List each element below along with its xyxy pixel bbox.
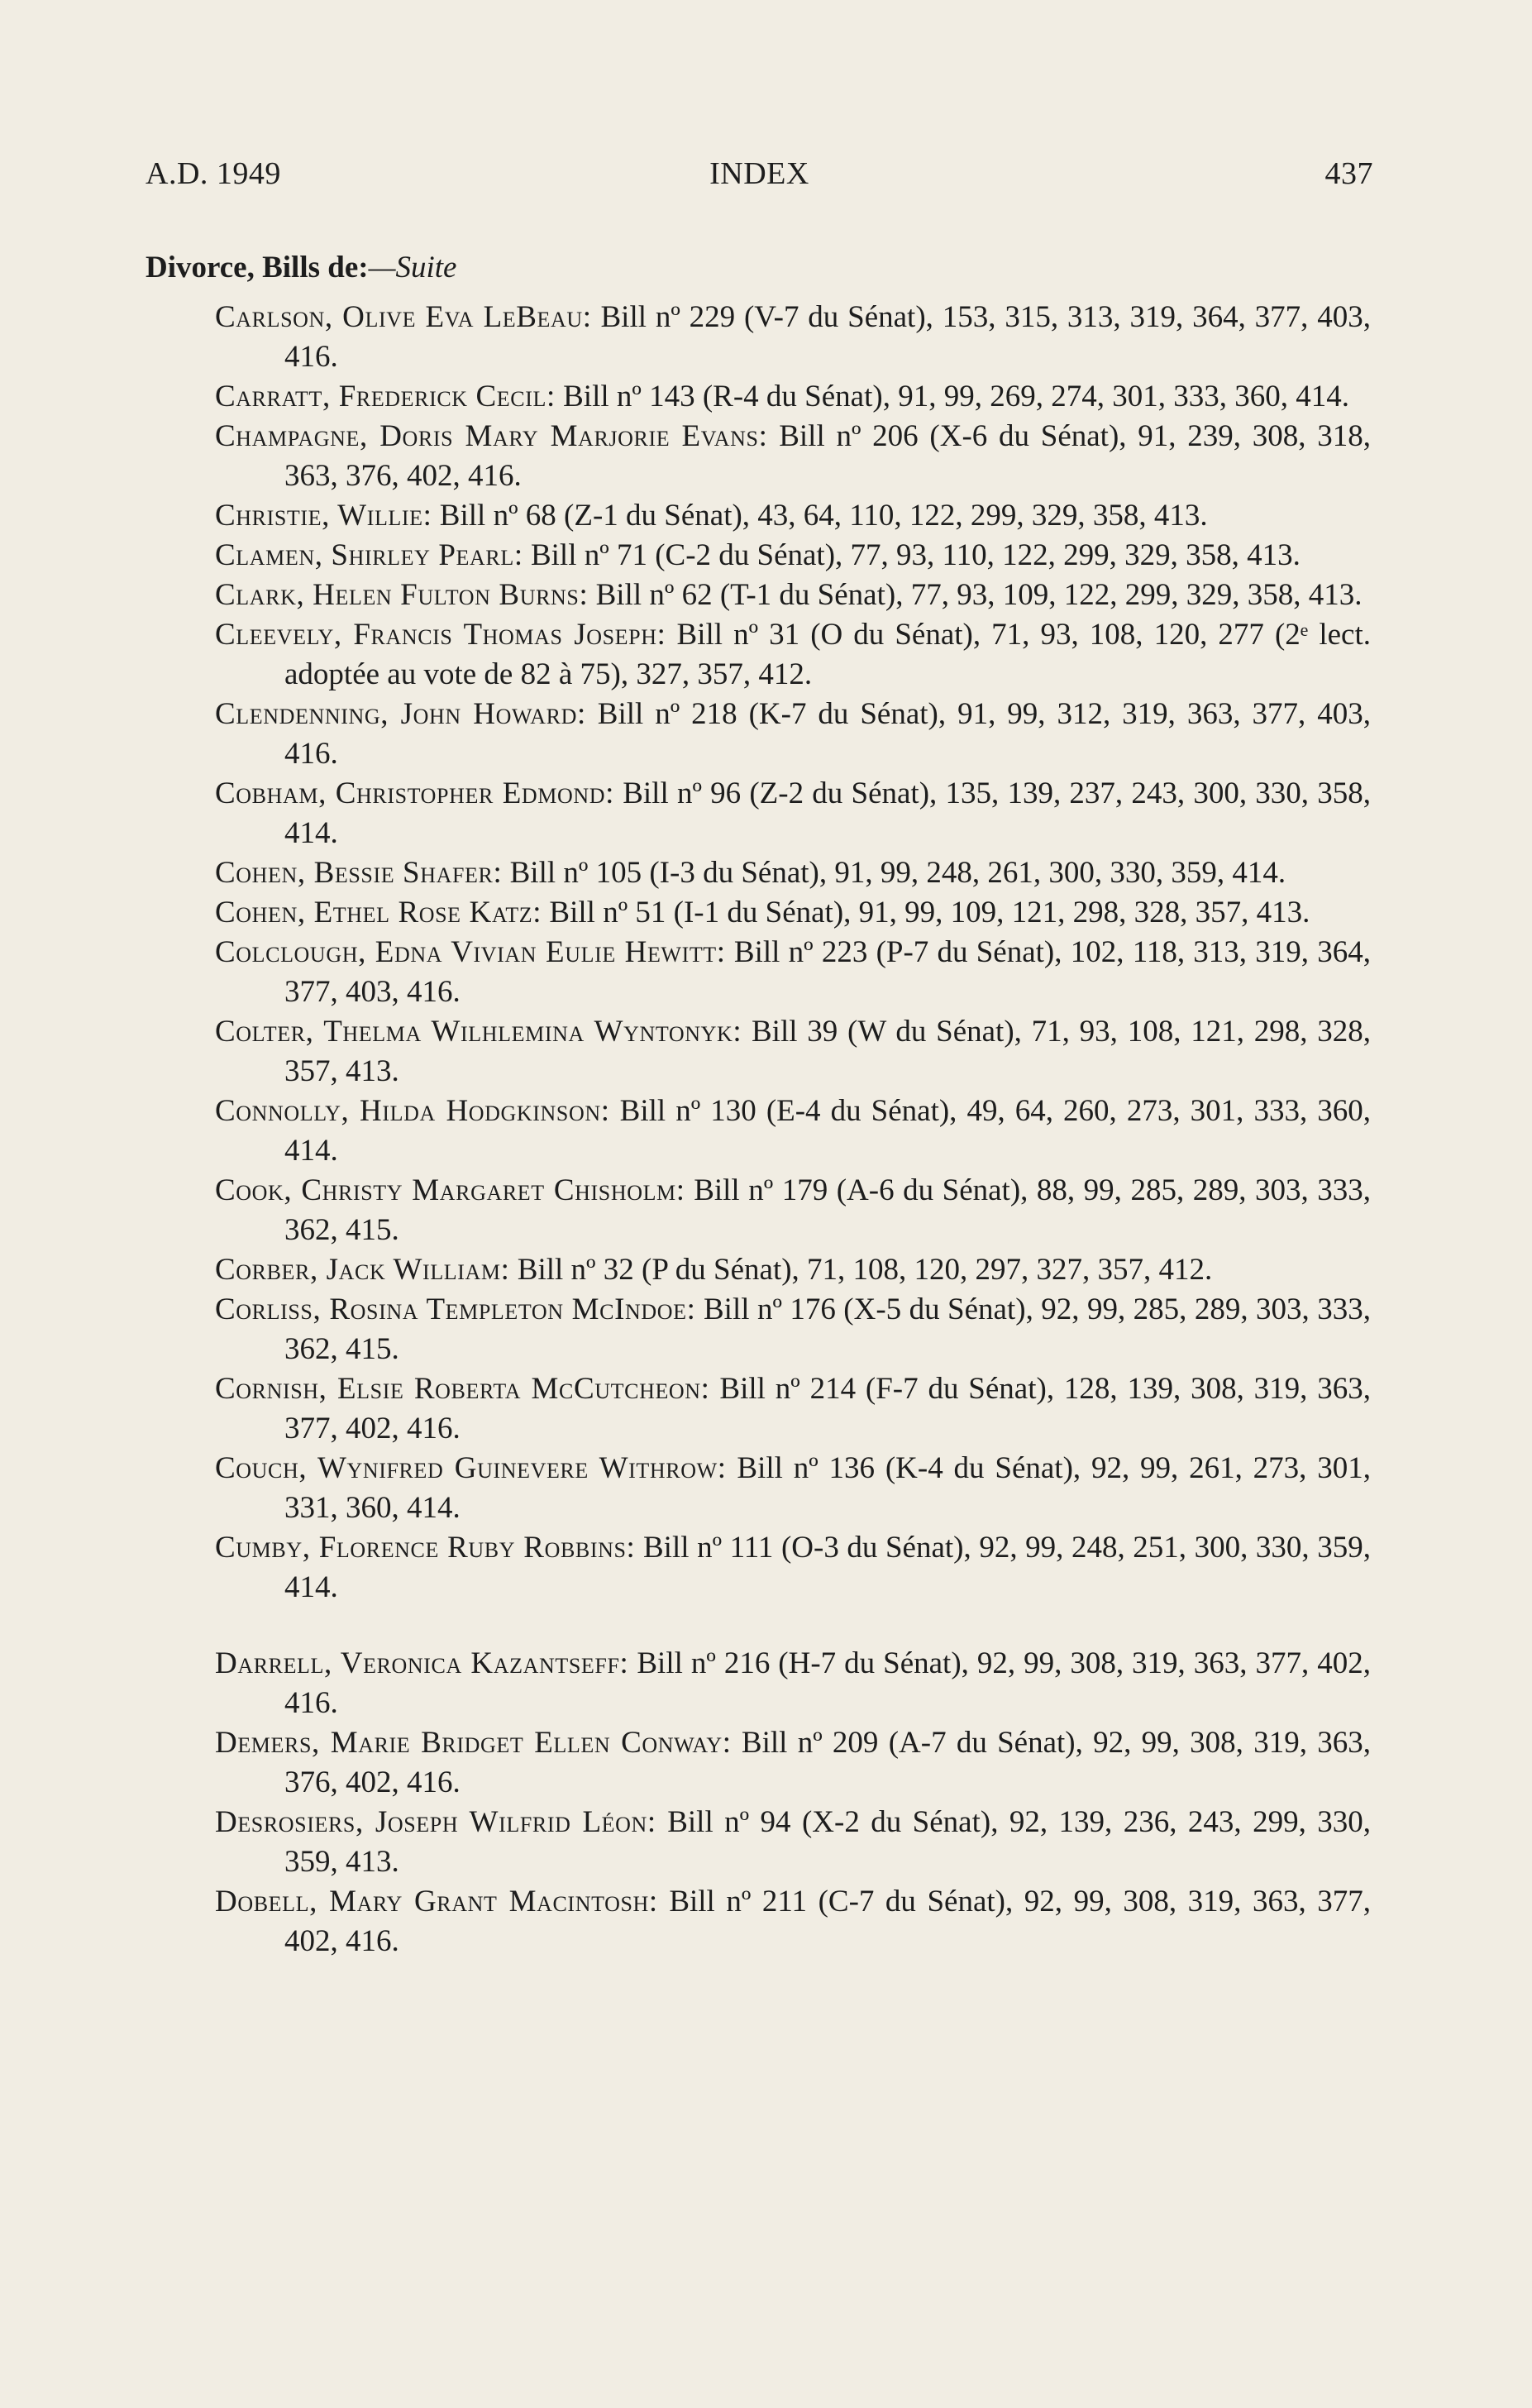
index-entry bbox=[215, 1012, 1371, 1092]
entry-text: Bill nº 179 (A-6 du Sénat), 88, 99, 285, 289, 303, 333, 362, 415. bbox=[284, 1173, 1371, 1247]
entry-text: Bill nº 209 (A-7 du Sénat), 92, 99, 308, 319, 363, 376, 402, 416. bbox=[284, 1726, 1371, 1799]
entry-name: Christie, Willie: bbox=[215, 499, 432, 533]
header-year: A.D. 1949 bbox=[146, 156, 281, 191]
entry-name: Corber, Jack William: bbox=[215, 1253, 510, 1287]
entry-text: Bill nº 229 (V-7 du Sénat), 153, 315, 313, 319, 364, 377, 403, 416. bbox=[284, 300, 1372, 374]
entry-name: Cook, Christy Margaret Chisholm: bbox=[215, 1173, 685, 1207]
index-entry bbox=[215, 1092, 1371, 1171]
index-entry bbox=[215, 377, 1371, 417]
index-entry bbox=[215, 1171, 1371, 1250]
entry-text: Bill nº 218 (K-7 du Sénat), 91, 99, 312, 319, 363, 377, 403, 416. bbox=[284, 697, 1371, 771]
entry-name: Carlson, Olive Eva LeBeau: bbox=[215, 300, 592, 334]
index-entry bbox=[215, 1723, 1371, 1803]
index-entry bbox=[215, 615, 1371, 695]
entry-text: Bill nº 111 (O-3 du Sénat), 92, 99, 248, 251, 300, 330, 359, 414. bbox=[284, 1531, 1372, 1604]
entry-text: Bill nº 211 (C-7 du Sénat), 92, 99, 308, 319, 363, 377, 402, 416. bbox=[284, 1885, 1371, 1958]
entry-name: Darrell, Veronica Kazantseff: bbox=[215, 1646, 629, 1680]
entry-name: Colclough, Edna Vivian Eulie Hewitt: bbox=[215, 935, 726, 969]
entry-name: Cleevely, Francis Thomas Joseph: bbox=[215, 618, 666, 652]
entry-name: Desrosiers, Joseph Wilfrid Léon: bbox=[215, 1805, 656, 1839]
entry-text: Bill nº 130 (E-4 du Sénat), 49, 64, 260, 273, 301, 333, 360, 414. bbox=[284, 1094, 1371, 1168]
entry-name: Cobham, Christopher Edmond: bbox=[215, 776, 615, 810]
entry-name: Demers, Marie Bridget Ellen Conway: bbox=[215, 1726, 732, 1760]
entry-name: Couch, Wynifred Guinevere Withrow: bbox=[215, 1451, 727, 1485]
entry-text: Bill nº 176 (X-5 du Sénat), 92, 99, 285, 289, 303, 333, 362, 415. bbox=[284, 1292, 1371, 1366]
entry-name: Corliss, Rosina Templeton McIndoe: bbox=[215, 1292, 696, 1326]
page-number: 437 bbox=[1324, 156, 1373, 191]
index-entry bbox=[215, 1290, 1371, 1369]
index-entry bbox=[215, 853, 1371, 893]
index-entry bbox=[215, 774, 1371, 853]
index-entry bbox=[215, 1369, 1371, 1449]
entry-name: Dobell, Mary Grant Macintosh: bbox=[215, 1885, 658, 1918]
running-header bbox=[146, 155, 1373, 197]
entry-name: Champagne, Doris Mary Marjorie Evans: bbox=[215, 419, 768, 453]
entry-name: Clamen, Shirley Pearl: bbox=[215, 538, 523, 572]
index-entry bbox=[215, 536, 1371, 576]
index-entry bbox=[215, 893, 1371, 933]
index-entry bbox=[215, 933, 1371, 1012]
entry-text: Bill nº 32 (P du Sénat), 71, 108, 120, 297, 327, 357, 412. bbox=[509, 1253, 1213, 1287]
index-entry bbox=[215, 1528, 1371, 1608]
index-entry bbox=[215, 1803, 1371, 1882]
entry-text: Bill nº 62 (T-1 du Sénat), 77, 93, 109, 122, 299, 329, 358, 413. bbox=[588, 578, 1363, 612]
entry-name: Clark, Helen Fulton Burns: bbox=[215, 578, 589, 612]
entry-text: Bill nº 51 (I-1 du Sénat), 91, 99, 109, 121, 298, 328, 357, 413. bbox=[542, 896, 1310, 929]
section-heading-main: Divorce, Bills de: bbox=[146, 251, 369, 284]
entry-text: Bill nº 96 (Z-2 du Sénat), 135, 139, 237, 243, 300, 330, 358, 414. bbox=[284, 776, 1371, 850]
index-entry bbox=[215, 1882, 1371, 1961]
entry-text: Bill nº 68 (Z-1 du Sénat), 43, 64, 110, 122, 299, 329, 358, 413. bbox=[432, 499, 1208, 533]
entry-text: Bill 39 (W du Sénat), 71, 93, 108, 121, 298, 328, 357, 413. bbox=[284, 1015, 1371, 1088]
entry-name: Clendenning, John Howard: bbox=[215, 697, 586, 731]
entry-text: Bill nº 214 (F-7 du Sénat), 128, 139, 308, 319, 363, 377, 402, 416. bbox=[284, 1372, 1372, 1445]
index-entries bbox=[215, 298, 1371, 1961]
entry-text: Bill nº 206 (X-6 du Sénat), 91, 239, 308, 318, 363, 376, 402, 416. bbox=[284, 419, 1371, 493]
entry-text: Bill nº 105 (I-3 du Sénat), 91, 99, 248, 261, 300, 330, 359, 414. bbox=[502, 856, 1286, 890]
section-heading bbox=[146, 250, 456, 285]
entry-text: Bill nº 223 (P-7 du Sénat), 102, 118, 313, 319, 364, 377, 403, 416. bbox=[284, 935, 1371, 1009]
entry-text: Bill nº 136 (K-4 du Sénat), 92, 99, 261, 273, 301, 331, 360, 414. bbox=[284, 1451, 1371, 1525]
header-title: INDEX bbox=[709, 156, 809, 191]
entry-name: Connolly, Hilda Hodgkinson: bbox=[215, 1094, 610, 1128]
entry-name: Cornish, Elsie Roberta McCutcheon: bbox=[215, 1372, 710, 1406]
section-heading-continued: —Suite bbox=[368, 251, 457, 284]
entry-name: Carratt, Frederick Cecil: bbox=[215, 380, 556, 413]
index-entry bbox=[215, 417, 1371, 496]
entry-text: Bill nº 216 (H-7 du Sénat), 92, 99, 308, 319, 363, 377, 402, 416. bbox=[284, 1646, 1371, 1720]
index-entry bbox=[215, 496, 1371, 536]
index-entry bbox=[215, 1449, 1371, 1528]
entry-text: Bill nº 94 (X-2 du Sénat), 92, 139, 236, 243, 299, 330, 359, 413. bbox=[284, 1805, 1371, 1879]
index-entry bbox=[215, 298, 1371, 377]
entry-name: Cumby, Florence Ruby Robbins: bbox=[215, 1531, 636, 1565]
entry-text: Bill nº 71 (C-2 du Sénat), 77, 93, 110, 122, 299, 329, 358, 413. bbox=[523, 538, 1301, 572]
index-entry bbox=[215, 1250, 1371, 1290]
index-entry bbox=[215, 576, 1371, 615]
entry-text: Bill nº 31 (O du Sénat), 71, 93, 108, 120, 277 (2ᵉ lect. adoptée au vote de 82 à 75), 327, 357, 412. bbox=[284, 618, 1371, 691]
entry-name: Colter, Thelma Wilhlemina Wyntonyk: bbox=[215, 1015, 742, 1049]
index-entry bbox=[215, 695, 1371, 774]
entry-text: Bill nº 143 (R-4 du Sénat), 91, 99, 269, 274, 301, 333, 360, 414. bbox=[555, 380, 1349, 413]
index-entry bbox=[215, 1644, 1371, 1723]
entry-name: Cohen, Bessie Shafer: bbox=[215, 856, 503, 890]
entry-name: Cohen, Ethel Rose Katz: bbox=[215, 896, 542, 929]
